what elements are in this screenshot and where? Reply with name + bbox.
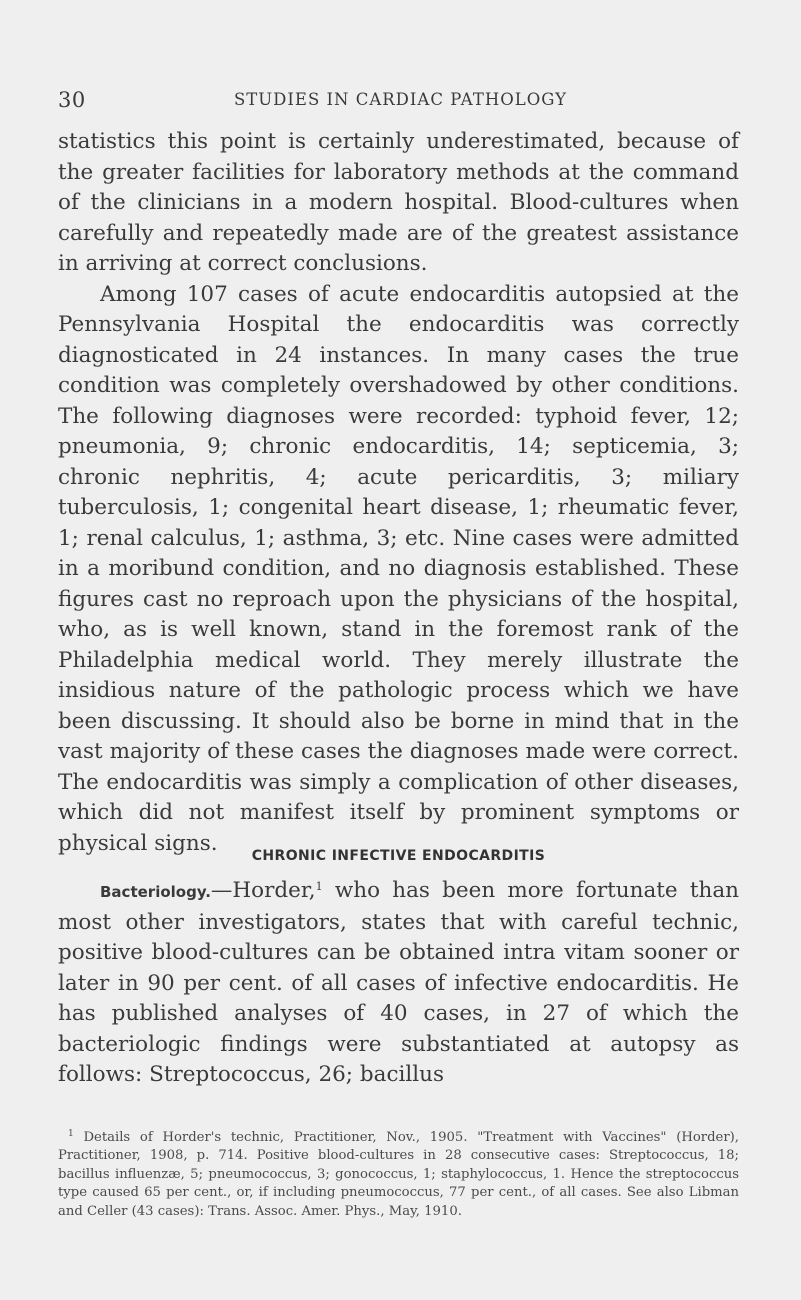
paragraph-text-before-ref: —Horder, [210, 878, 316, 903]
section-text [58, 876, 739, 1091]
paragraph-penn-hospital-cases: Among 107 cases of acute endocarditis autopsied at the Pennsylvania Hospital the endocarditis was correctly diagnosticated in 24 instances. In many cases the true condition was completely overshadowed by other conditions. The following diagnoses were recorded: typhoid fever, 12; pneumonia, 9; chronic endocarditis, 14; septicemia, 3; chronic nephritis, 4; acute pericarditis, 3; miliary tuberculosis, 1; congenital heart disease, 1; rheumatic fever, 1; renal calculus, 1; asthma, 3; etc. Nine cases were admitted in a moribund condition, and no diagnosis established. These figures cast no reproach upon the physicians of the hospital, who, as is well known, stand in the foremost rank of the Philadelphia medical world. They merely illustrate the insidious nature of the pathologic process which we have been discussing. It should also be borne in mind that in the vast majority of these cases the diagnoses made were correct. The endocarditis was simply a complication of other diseases, which did not manifest itself by prominent symptoms or physical signs. [58, 281, 739, 856]
paragraph-bacteriology [58, 876, 739, 1091]
run-in-heading: Bacteriology. [100, 883, 211, 901]
main-text [58, 127, 739, 859]
paragraph-text-after-ref: who has been more fortunate than most other investigators, states that with careful technic, positive blood-cultures can be obtained intra vitam sooner or later in 90 per cent. of all cases of infective endocarditis. He has published analyses of 40 cases, in 27 of which the bacteriologic findings were substantiated at autopsy as follows: Streptococcus, 26; bacillus [58, 878, 739, 1087]
running-title: STUDIES IN CARDIAC PATHOLOGY [233, 90, 568, 109]
footnote-marker: 1 [68, 1129, 74, 1139]
footnote [58, 1129, 739, 1221]
section-heading: CHRONIC INFECTIVE ENDOCARDITIS [251, 848, 546, 864]
footnote-reference: 1 [315, 880, 323, 893]
page-number: 30 [58, 88, 86, 112]
page-header [58, 88, 743, 112]
footnote-text: Details of Horder's technic, Practitioner, Nov., 1905. "Treatment with Vaccines" (Horder), Practitioner, 1908, p. 714. Positive blood-cultures in 28 consecutive cases: Streptococcus, 18; bacillus influenzæ, 5; pneumococcus, 3; gonococcus, 1; staphylococcus, 1. Hence the streptococcus type caused 65 per cent., or, if including pneumococcus, 77 per cent., of all cases. See also Libman and Celler (43 cases): Trans. Assoc. Amer. Phys., May, 1910. [58, 1130, 739, 1219]
paragraph-continuation: statistics this point is certainly underestimated, because of the greater facilities for laboratory methods at the command of the clinicians in a modern hospital. Blood-cultures when carefully and repeatedly made are of the greatest assistance in arriving at correct conclusions. [58, 129, 739, 276]
